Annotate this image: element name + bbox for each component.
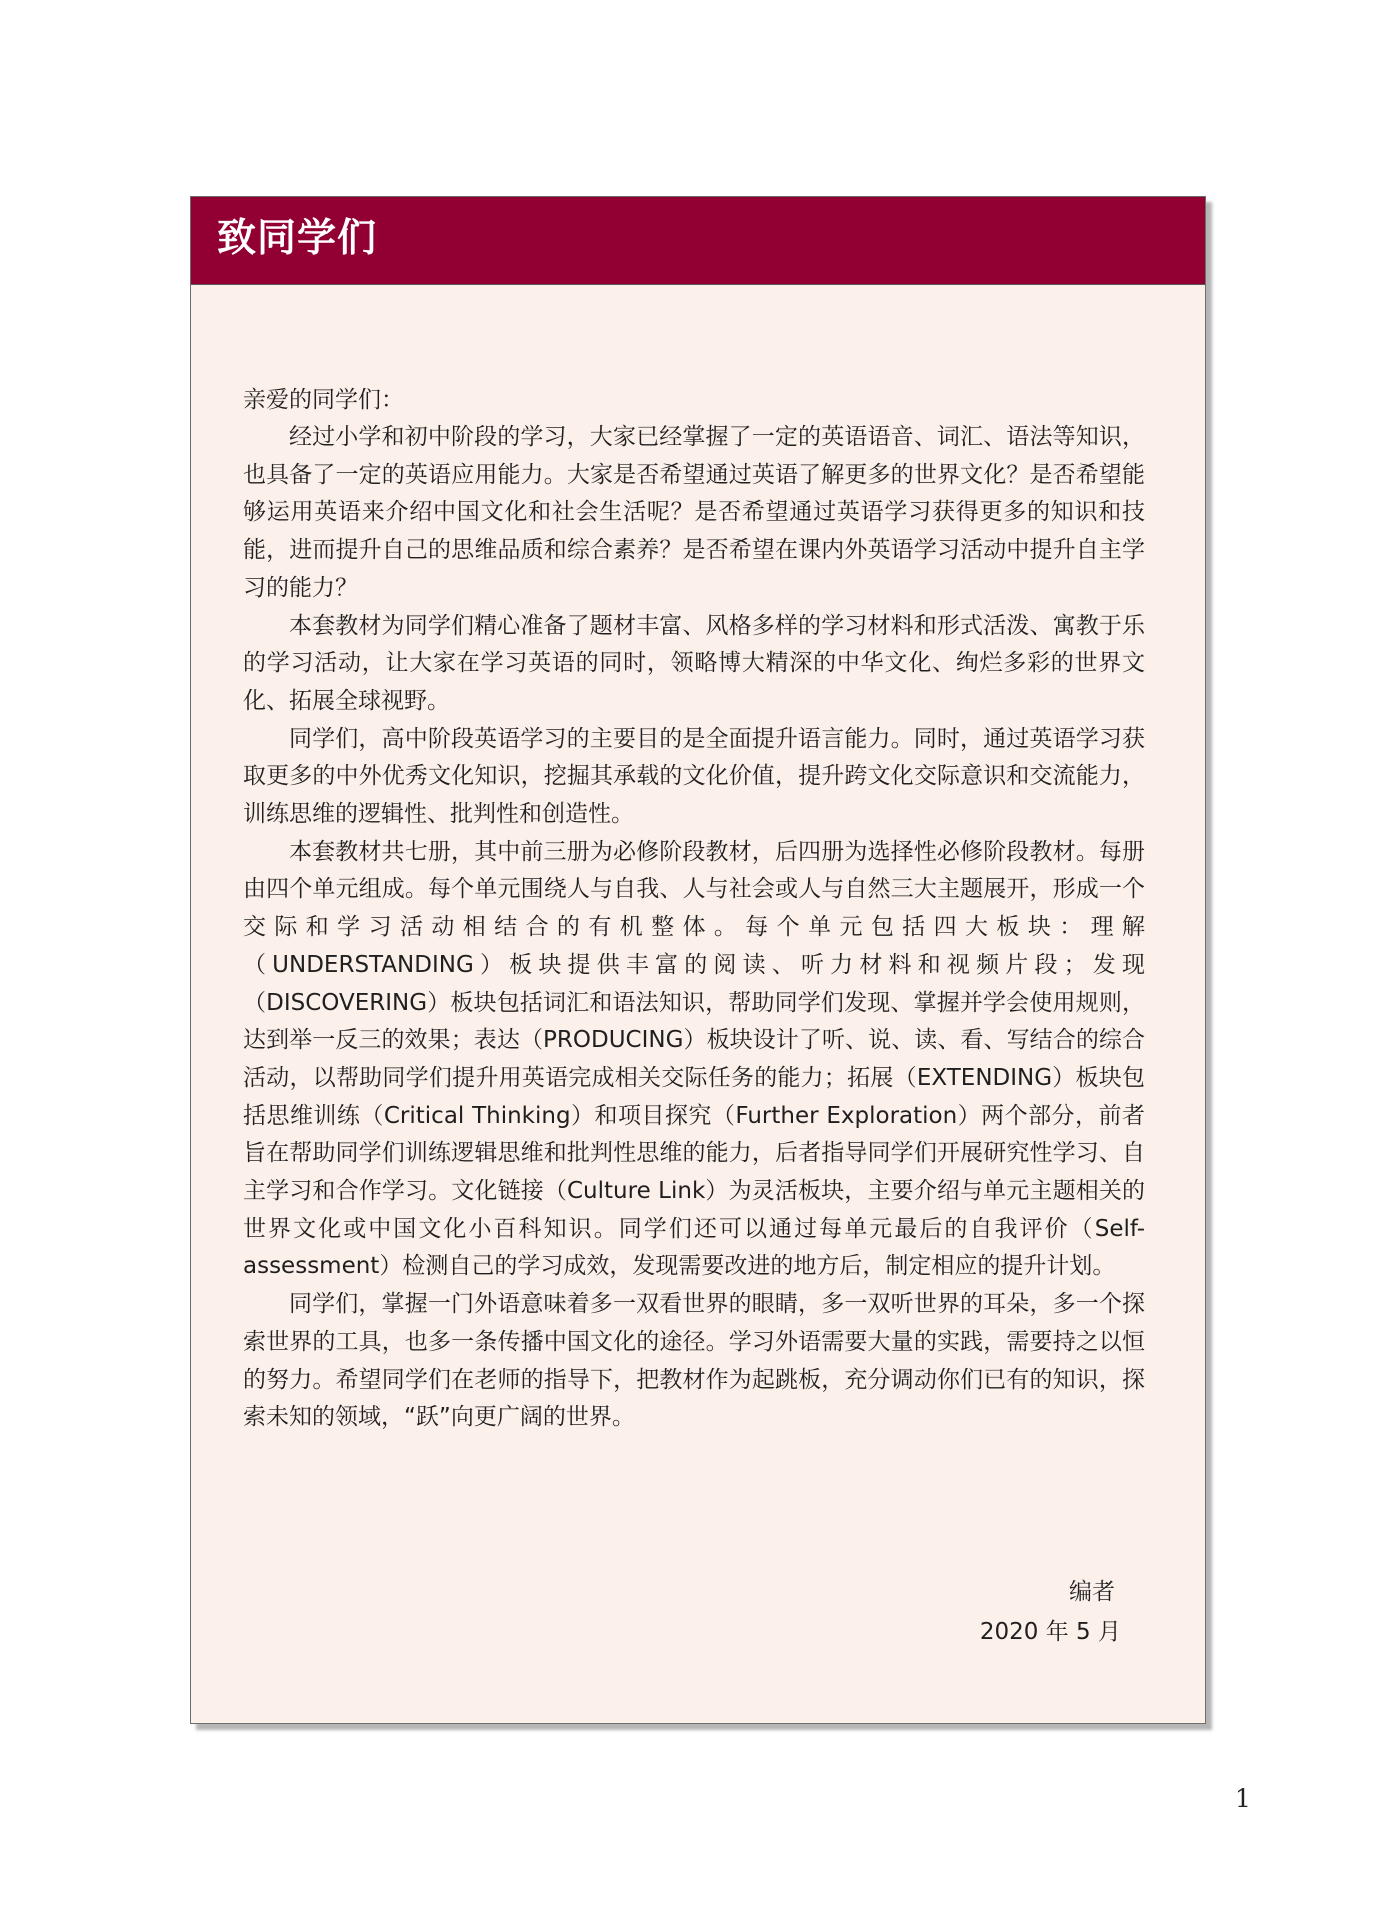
- page-title: 致同学们: [217, 215, 378, 261]
- paragraph: 同学们，高中阶段英语学习的主要目的是全面提升语言能力。同时，通过英语学习获取更多的中外优秀文化知识，挖掘其承载的文化价值，提升跨文化交际意识和交流能力，训练思维的逻辑性、批判性和创造性。: [243, 725, 1145, 828]
- signature-block: [980, 1573, 1121, 1651]
- title-banner: [191, 197, 1205, 285]
- paragraph: 经过小学和初中阶段的学习，大家已经掌握了一定的英语语音、词汇、语法等知识，也具备了一定的英语应用能力。大家是否希望通过英语了解更多的世界文化？是否希望能够运用英语来介绍中国文化和社会生活呢？是否希望通过英语学习获得更多的知识和技能，进而提升自己的思维品质和综合素养？是否希望在课内外英语学习活动中提升自主学习的能力？: [243, 424, 1145, 601]
- paragraph: 本套教材共七册，其中前三册为必修阶段教材，后四册为选择性必修阶段教材。每册由四个单元组成。每个单元围绕人与自我、人与社会或人与自然三大主题展开，形成一个交际和学习活动相结合的有机整体。每个单元包括四大板块：理解（UNDERSTANDING）板块提供丰富的阅读、听力材料和视频片段；发现（DISCOVERING）板块包括词汇和语法知识，帮助同学们发现、掌握并学会使用规则，达到举一反三的效果；表达（PRODUCING）板块设计了听、说、读、看、写结合的综合活动，以帮助同学们提升用英语完成相关交际任务的能力；拓展（EXTENDING）板块包括思维训练（Critical Thinking）和项目探究（Further Exploration）两个部分，前者旨在帮助同学们训练逻辑思维和批判性思维的能力，后者指导同学们开展研究性学习、自主学习和合作学习。文化链接（Culture Link）为灵活板块，主要介绍与单元主题相关的世界文化或中国文化小百科知识。同学们还可以通过每单元最后的自我评价（Self-assessment）检测自己的学习成效，发现需要改进的地方后，制定相应的提升计划。: [243, 838, 1145, 1280]
- letter-card: [190, 196, 1206, 1724]
- signature-author: 编者: [1069, 1579, 1115, 1605]
- signature-date: 2020 年 5 月: [979, 1619, 1121, 1645]
- paragraph: 同学们，掌握一门外语意味着多一双看世界的眼睛，多一双听世界的耳朵，多一个探索世界的工具，也多一条传播中国文化的途径。学习外语需要大量的实践，需要持之以恒的努力。希望同学们在老师的指导下，把教材作为起跳板，充分调动你们已有的知识，探索未知的领域，“跃”向更广阔的世界。: [243, 1291, 1145, 1431]
- paragraph: 本套教材为同学们精心准备了题材丰富、风格多样的学习材料和形式活泼、寓教于乐的学习活动，让大家在学习英语的同时，领略博大精深的中华文化、绚烂多彩的世界文化、拓展全球视野。: [243, 612, 1145, 714]
- salutation: 亲爱的同学们：: [243, 387, 404, 413]
- page-number: 1: [1235, 1784, 1251, 1813]
- letter-body: [243, 381, 1145, 1437]
